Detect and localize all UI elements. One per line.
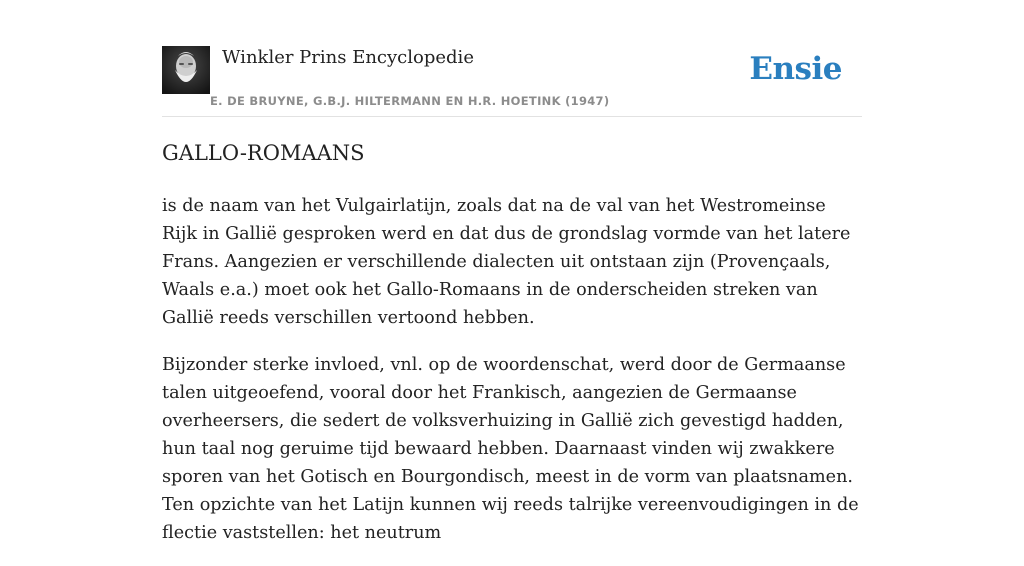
article-paragraph: Bijzonder sterke invloed, vnl. op de woordenschat, werd door de Germaanse talen uitgeoefend, vooral door het Frankisch, aangezien de Germaanse overheersers, die sedert de volksverhuizing in Gallië zich gevestigd hadden, hun taal nog geruime tijd bewaard hebben. Daarnaast vinden wij zwakkere sporen van het Gotisch en Bourgondisch, meest in de vorm van plaatsnamen. Ten opzichte van het Latijn kunnen wij reeds talrijke vereenvoudigingen in de flectie vaststellen: het neutrum [162, 355, 859, 543]
bearded-man-portrait-icon [162, 46, 210, 94]
article-body [162, 192, 862, 566]
ensie-logo[interactable]: Ensie [749, 51, 842, 87]
authors-line: E. DE BRUYNE, G.B.J. HILTERMANN EN H.R. HOETINK (1947) [210, 94, 610, 108]
article-paragraph: is de naam van het Vulgairlatijn, zoals dat na de val van het Westromeinse Rijk in Gallië gesproken werd en dat dus de grondslag vormde van het latere Frans. Aangezien er verschillende dialecten uit ontstaan zijn (Provençaals, Waals e.a.) moet ook het Gallo-Romaans in de onderscheiden streken van Gallië reeds verschillen vertoond hebben. [162, 196, 851, 328]
avatar[interactable] [162, 46, 210, 94]
article-title: GALLO-ROMAANS [162, 141, 365, 165]
header [162, 46, 862, 117]
site-title-link[interactable]: Winkler Prins Encyclopedie [222, 47, 474, 68]
